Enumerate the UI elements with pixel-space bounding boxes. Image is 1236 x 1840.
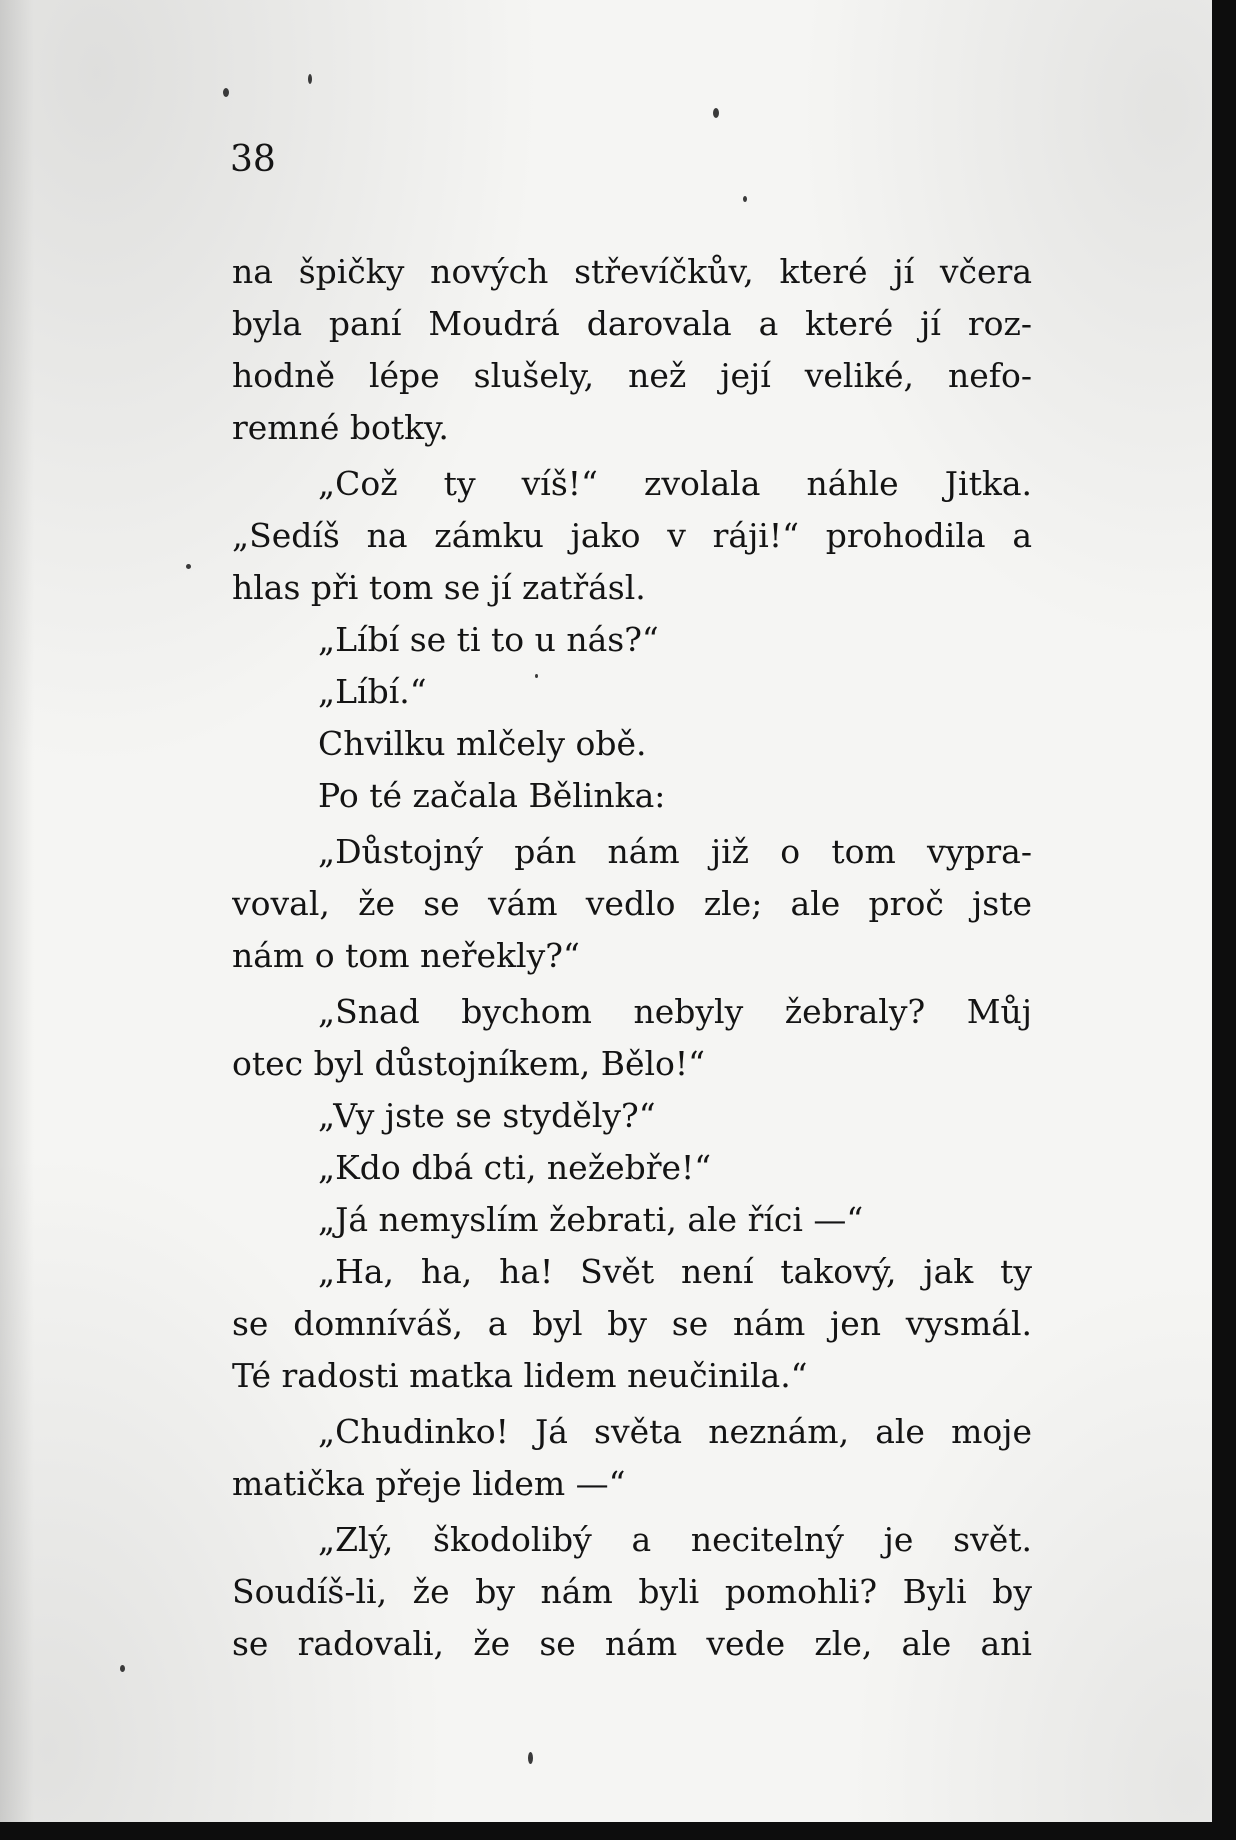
text-line: Té radosti matka lidem neučinila.“ — [232, 1356, 808, 1395]
ink-speck — [308, 74, 312, 84]
text-line: Po té začala Bělinka: — [318, 776, 666, 815]
text-line: otec byl důstojníkem, Bělo!“ — [232, 1044, 706, 1083]
text-line: nám o tom neřekly?“ — [232, 936, 580, 975]
ink-speck — [186, 564, 191, 569]
ink-speck — [223, 88, 229, 97]
text-line: „Sedíš na zámku jako v ráji!“ prohodila a — [232, 516, 1032, 555]
text-line: hodně lépe slušely, než její veliké, nefo- — [232, 356, 1032, 395]
ink-speck — [528, 1752, 533, 1764]
text-line: „Což ty víš!“ zvolala náhle Jitka. — [318, 464, 1032, 503]
text-line: na špičky nových střevíčkův, které jí včera — [232, 252, 1032, 291]
text-line: „Snad bychom nebyly žebraly? Můj — [318, 992, 1032, 1031]
text-line: „Chudinko! Já světa neznám, ale moje — [318, 1412, 1032, 1451]
text-line: hlas při tom se jí zatřásl. — [232, 568, 646, 607]
text-line: „Vy jste se styděly?“ — [318, 1096, 656, 1135]
body-text — [232, 246, 1032, 1670]
text-line: „Já nemyslím žebrati, ale říci —“ — [318, 1200, 864, 1239]
text-line: se domníváš, a byl by se nám jen vysmál. — [232, 1304, 1032, 1343]
text-line: remné botky. — [232, 408, 449, 447]
text-line: Chvilku mlčely obě. — [318, 724, 647, 763]
text-line: „Důstojný pán nám již o tom vypra- — [318, 832, 1032, 871]
text-line: „Líbí se ti to u nás?“ — [318, 620, 659, 659]
text-line: matička přeje lidem —“ — [232, 1464, 626, 1503]
ink-speck — [743, 196, 747, 202]
text-line: byla paní Moudrá darovala a které jí roz- — [232, 304, 1032, 343]
text-line: „Zlý, škodolibý a necitelný je svět. — [318, 1520, 1032, 1559]
text-line: „Ha, ha, ha! Svět není takový, jak ty — [318, 1252, 1032, 1291]
text-line: „Líbí.“ — [318, 672, 427, 711]
text-line: voval, že se vám vedlo zle; ale proč jste — [232, 884, 1032, 923]
text-line: se radovali, že se nám vede zle, ale ani — [232, 1624, 1032, 1663]
page-number: 38 — [230, 139, 276, 180]
page-edge-shadow — [0, 0, 34, 1822]
ink-speck — [713, 108, 719, 118]
text-line: Soudíš-li, že by nám byli pomohli? Byli by — [232, 1572, 1032, 1611]
text-line: „Kdo dbá cti, nežebře!“ — [318, 1148, 712, 1187]
ink-speck — [120, 1665, 125, 1672]
